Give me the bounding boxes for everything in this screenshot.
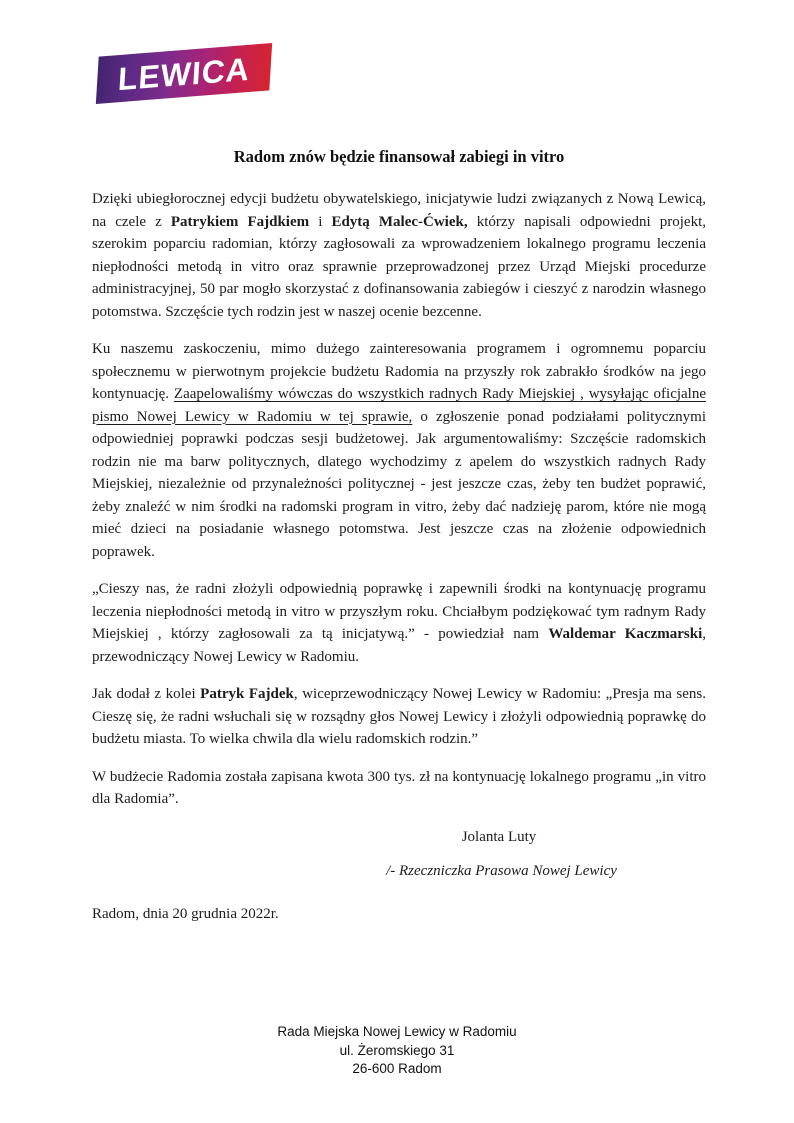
text-run: , przewodniczący Nowej Lewicy w Radomiu. <box>92 626 706 665</box>
text-run: którzy napisali odpowiedni projekt, szerokim poparciu radomian, którzy zagłosowali za wprowadzeniem lokalnego programu leczenia niepłodności metodą in vitro oraz sprawnie przeprowadzonej przez Urząd Miejski procedurze administracyjnej, 50 par mogło skorzystać z dofinansowania zabiegów i cieszyć z narodzin własnego potomstwa. Szczęście tych rodzin jest w naszej ocenie bezcenne. <box>92 213 706 320</box>
text-run: , wiceprzewodniczący Nowej Lewicy w Radomiu: „Presja ma sens. Cieszę się, że radni wsłuchali się w rozsądny głos Nowej Lewicy i złożyli odpowiednią poprawkę do budżetu miasta. To wielka chwila dla wielu radomskich rodzin.” <box>92 686 706 747</box>
paragraph <box>92 578 706 668</box>
text-run: Dzięki ubiegłorocznej edycji budżetu obywatelskiego, inicjatywie ludzi związanych z Nową Lewicą, na czele z <box>92 191 706 230</box>
lewica-logo-text: LEWICA <box>116 50 251 97</box>
text-run: i <box>309 213 332 230</box>
text-run: Ku naszemu zaskoczeniu, mimo dużego zainteresowania programem i ogromnemu poparciu społecznemu w pierwotnym projekcie budżetu Radomia na przyszły rok zabrakło środków na jego kontynuację. <box>92 341 706 402</box>
signature-role: /- Rzeczniczka Prasowa Nowej Lewicy <box>386 863 617 879</box>
bold-text: Edytą Malec-Ćwiek, <box>331 213 468 230</box>
paragraph <box>92 338 706 563</box>
bold-text: Patrykiem Fajdkiem <box>170 213 310 230</box>
footer-line-city: 26-600 Radom <box>352 1061 442 1076</box>
footer-line-street: ul. Żeromskiego 31 <box>339 1042 455 1058</box>
bold-text: Waldemar Kaczmarski <box>548 626 703 642</box>
text-run: o zgłoszenie ponad podziałami politycznymi odpowiedniej poprawki podczas sesji budżetowej. Jak argumentowaliśmy: Szczęście radomskich rodzin nie ma barw politycznych, dlatego wychodzimy z apelem do wszystkich radnych Rady Miejskiej, niezależnie od przynależności politycznej - jest jeszcze czas, żeby ten budżet poprawić, żeby znaleźć w nim środki na radomski program in vitro, żeby dać nadzieję parom, które nie mogą mieć dzieci na posiadanie własnego potomstwa. Jest jeszcze czas na złożenie odpowiednich poprawek. <box>92 408 706 560</box>
text-run: „Cieszy nas, że radni złożyli odpowiednią poprawkę i zapewnili środki na kontynuację programu leczenia niepłodności metodą in vitro w przyszłym roku. Chciałbym podziękować tym radnym Rady Miejskiej , którzy zagłosowali za tą inicjatywą.” - powiedział nam <box>92 581 706 642</box>
paragraph <box>92 188 706 323</box>
text-run: Jak dodał z kolei <box>92 686 201 702</box>
underlined-text: Zaapelowaliśmy wówczas do wszystkich radnych Rady Miejskiej , wysyłając oficjalne pismo Nowej Lewicy w Radomiu w tej sprawie, <box>92 386 707 425</box>
paragraph <box>92 766 706 811</box>
dateline: Radom, dnia 20 grudnia 2022r. <box>92 905 279 922</box>
paragraph <box>92 683 706 751</box>
bold-text: Patryk Fajdek <box>200 686 294 702</box>
footer-line-organization: Rada Miejska Nowej Lewicy w Radomiu <box>277 1024 517 1039</box>
signature-name: Jolanta Luty <box>461 828 537 845</box>
document-title: Radom znów będzie finansował zabiegi in vitro <box>233 147 565 166</box>
body-paragraphs <box>92 188 706 811</box>
footer <box>0 1023 794 1079</box>
text-run: W budżecie Radomia została zapisana kwota 300 tys. zł na kontynuację lokalnego programu „in vitro dla Radomia”. <box>92 768 706 807</box>
